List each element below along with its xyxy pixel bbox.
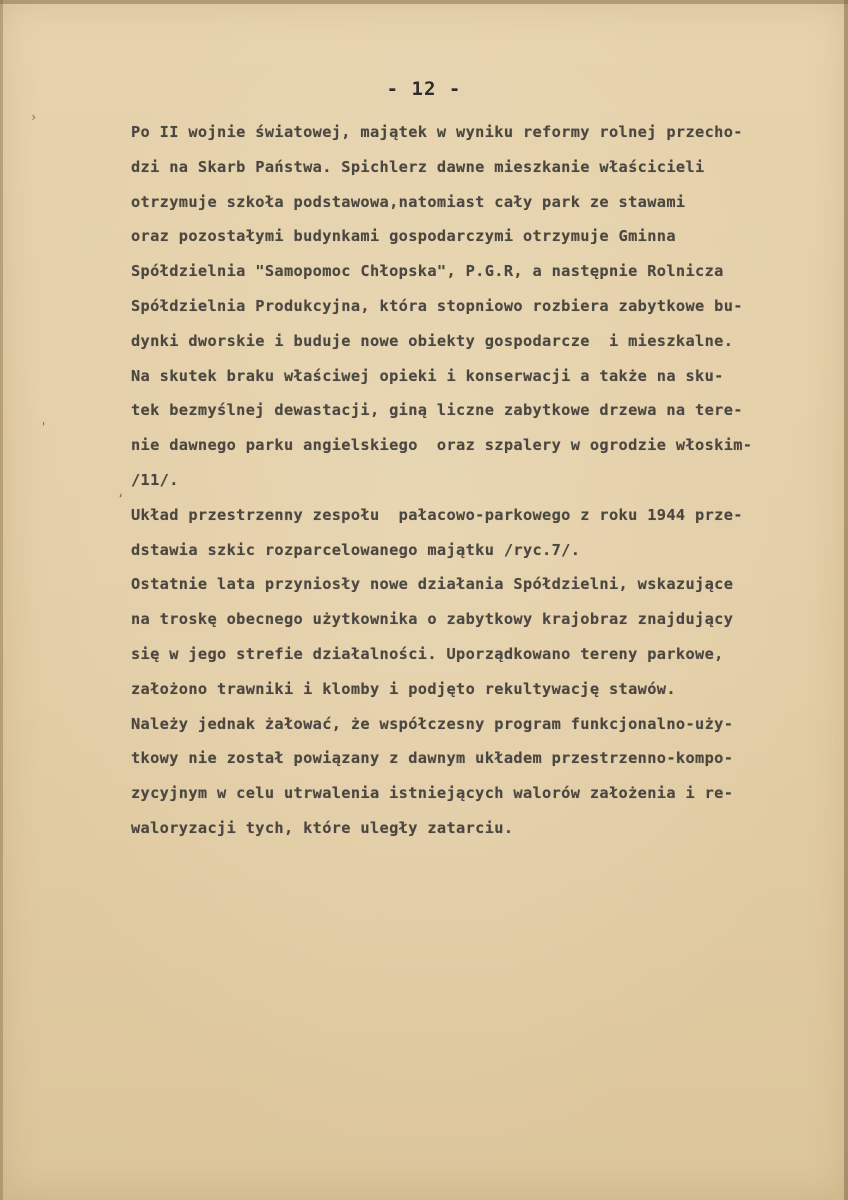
page-number: - 12 - <box>386 78 462 100</box>
text-line: tek bezmyślnej dewastacji, giną liczne zabytkowe drzewa na tere- <box>131 401 743 420</box>
margin-mark: ' <box>40 420 48 434</box>
text-line: zycyjnym w celu utrwalenia istniejących walorów założenia i re- <box>131 784 734 803</box>
page-edge-top <box>0 0 848 4</box>
text-line: nie dawnego parku angielskiego oraz szpalery w ogrodzie włoskim- <box>131 436 753 455</box>
text-line: Spółdzielnia Produkcyjna, która stopniowo rozbiera zabytkowe bu- <box>131 296 743 315</box>
text-line: oraz pozostałymi budynkami gospodarczymi otrzymuje Gminna <box>131 227 676 246</box>
text-line: Ostatnie lata przyniosły nowe działania Spółdzielni, wskazujące <box>131 575 734 594</box>
text-line: się w jego strefie działalności. Uporządkowano tereny parkowe, <box>131 644 724 663</box>
text-line: dzi na Skarb Państwa. Spichlerz dawne mieszkanie właścicieli <box>131 157 705 176</box>
text-line: Układ przestrzenny zespołu pałacowo-parkowego z roku 1944 prze- <box>131 505 743 524</box>
text-line: tkowy nie został powiązany z dawnym układem przestrzenno-kompo- <box>131 749 734 768</box>
text-line: waloryzacji tych, które uległy zatarciu. <box>131 818 514 837</box>
text-line: na troskę obecnego użytkownika o zabytkowy krajobraz znajdujący <box>131 610 734 629</box>
margin-mark: › <box>30 110 38 124</box>
text-line: otrzymuje szkoła podstawowa,natomiast cały park ze stawami <box>131 192 686 211</box>
body-text <box>131 115 821 846</box>
text-line: Na skutek braku właściwej opieki i konserwacji a także na sku- <box>131 366 724 385</box>
text-line: Po II wojnie światowej, majątek w wyniku reformy rolnej przecho- <box>131 123 743 141</box>
text-line: dynki dworskie i buduje nowe obiekty gospodarcze i mieszkalne. <box>131 331 734 350</box>
text-line: Spółdzielnia "Samopomoc Chłopska", P.G.R, a następnie Rolnicza <box>131 262 724 281</box>
margin-mark: ‘ <box>117 492 125 506</box>
text-line: Należy jednak żałować, że współczesny program funkcjonalno-uży- <box>131 714 734 733</box>
text-line: założono trawniki i klomby i podjęto rekultywację stawów. <box>131 679 676 698</box>
page-edge-left <box>0 0 3 1200</box>
page-edge-right <box>844 0 848 1200</box>
text-line: dstawia szkic rozparcelowanego majątku /ryc.7/. <box>131 540 581 559</box>
text-line: /11/. <box>131 470 179 489</box>
